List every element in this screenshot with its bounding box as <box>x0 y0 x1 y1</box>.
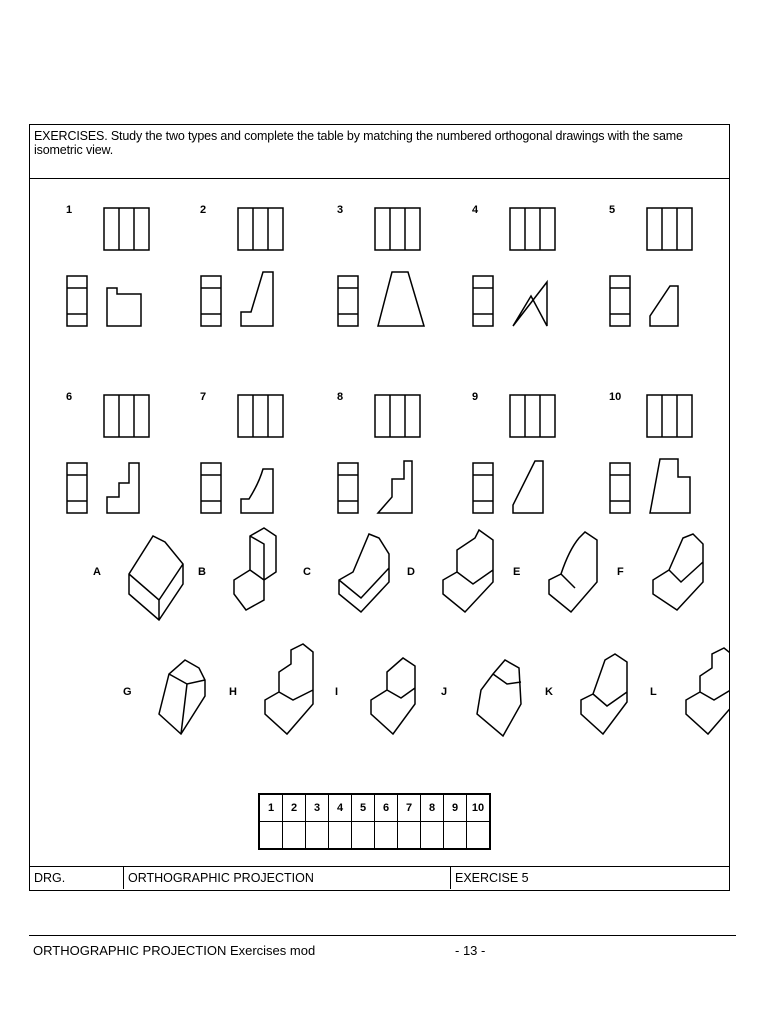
answer-header-9: 9 <box>444 794 467 822</box>
ortho-number-8: 8 <box>337 391 344 403</box>
side-view-1 <box>107 288 141 326</box>
answer-table <box>258 793 491 850</box>
answer-header-3: 3 <box>306 794 329 822</box>
top-view-8 <box>375 395 420 437</box>
drg-label: DRG. <box>34 871 66 885</box>
instructions-text: EXERCISES. Study the two types and complete the table by matching the numbered orthogonal drawings with the same isometric view. <box>30 125 729 179</box>
side-view-2 <box>241 272 273 326</box>
isometric-view-A <box>129 536 183 620</box>
isometric-view-G <box>159 660 205 734</box>
isometric-letter-I: I <box>335 686 339 698</box>
front-view-10 <box>610 463 630 513</box>
isometric-letter-H: H <box>229 686 237 698</box>
answer-cell-2[interactable] <box>283 822 306 850</box>
top-view-3 <box>375 208 420 250</box>
answer-header-6: 6 <box>375 794 398 822</box>
front-view-9 <box>473 463 493 513</box>
answer-header-8: 8 <box>421 794 444 822</box>
top-view-1 <box>104 208 149 250</box>
answer-cell-6[interactable] <box>375 822 398 850</box>
answer-header-5: 5 <box>352 794 375 822</box>
side-view-10 <box>650 459 690 513</box>
isometric-letter-A: A <box>93 566 101 578</box>
isometric-view-E <box>549 532 597 612</box>
isometric-view-C <box>339 534 389 612</box>
top-view-5 <box>647 208 692 250</box>
isometric-letter-D: D <box>407 566 415 578</box>
answer-cell-7[interactable] <box>398 822 421 850</box>
isometric-view-L <box>686 648 730 734</box>
front-view-8 <box>338 463 358 513</box>
isometric-letter-C: C <box>303 566 311 578</box>
isometric-letter-J: J <box>441 686 448 698</box>
isometric-view-B <box>234 528 276 610</box>
side-view-4 <box>513 282 547 326</box>
answer-cell-1[interactable] <box>259 822 283 850</box>
top-view-2 <box>238 208 283 250</box>
answer-header-1: 1 <box>259 794 283 822</box>
side-view-8 <box>378 461 412 513</box>
top-view-10 <box>647 395 692 437</box>
exercise-label: EXERCISE 5 <box>450 867 729 889</box>
title-block <box>30 866 729 890</box>
isometric-letter-B: B <box>198 566 206 578</box>
isometric-view-J <box>477 660 521 736</box>
footer-page-number: - 13 - <box>455 943 486 958</box>
ortho-number-9: 9 <box>472 391 479 403</box>
side-view-3 <box>378 272 424 326</box>
ortho-number-10: 10 <box>609 391 622 403</box>
ortho-number-5: 5 <box>609 204 616 216</box>
isometric-letter-G: G <box>123 686 132 698</box>
front-view-3 <box>338 276 358 326</box>
front-view-1 <box>67 276 87 326</box>
answer-cell-9[interactable] <box>444 822 467 850</box>
isometric-letter-K: K <box>545 686 553 698</box>
answer-table-header-row <box>259 794 490 822</box>
isometric-view-I <box>371 658 415 734</box>
top-view-9 <box>510 395 555 437</box>
answer-cell-10[interactable] <box>467 822 491 850</box>
isometric-view-F <box>653 534 703 610</box>
isometric-letter-L: L <box>650 686 657 698</box>
footer-document-name: ORTHOGRAPHIC PROJECTION Exercises mod <box>33 943 316 958</box>
drawing-title: ORTHOGRAPHIC PROJECTION <box>123 867 450 889</box>
ortho-number-1: 1 <box>66 204 73 216</box>
isometric-view-H <box>265 644 313 734</box>
answer-cell-3[interactable] <box>306 822 329 850</box>
front-view-4 <box>473 276 493 326</box>
isometric-view-D <box>443 530 493 612</box>
ortho-number-7: 7 <box>200 391 207 403</box>
ortho-number-4: 4 <box>472 204 479 216</box>
front-view-2 <box>201 276 221 326</box>
answer-header-2: 2 <box>283 794 306 822</box>
answer-table-answer-row <box>259 822 490 850</box>
ortho-number-6: 6 <box>66 391 73 403</box>
front-view-7 <box>201 463 221 513</box>
drawing-area <box>29 178 730 866</box>
answer-header-4: 4 <box>329 794 352 822</box>
answer-cell-5[interactable] <box>352 822 375 850</box>
isometric-view-K <box>581 654 627 734</box>
front-view-6 <box>67 463 87 513</box>
side-view-7 <box>241 469 273 513</box>
answer-header-7: 7 <box>398 794 421 822</box>
ortho-number-3: 3 <box>337 204 344 216</box>
footer-rule <box>29 935 736 936</box>
side-view-9 <box>513 461 543 513</box>
isometric-letter-F: F <box>617 566 624 578</box>
isometric-letter-E: E <box>513 566 521 578</box>
top-view-7 <box>238 395 283 437</box>
top-view-6 <box>104 395 149 437</box>
ortho-number-2: 2 <box>200 204 207 216</box>
answer-cell-4[interactable] <box>329 822 352 850</box>
drawings-canvas <box>29 178 730 778</box>
answer-cell-8[interactable] <box>421 822 444 850</box>
top-view-4 <box>510 208 555 250</box>
side-view-5 <box>650 286 678 326</box>
answer-header-10: 10 <box>467 794 491 822</box>
side-view-6 <box>107 463 139 513</box>
front-view-5 <box>610 276 630 326</box>
